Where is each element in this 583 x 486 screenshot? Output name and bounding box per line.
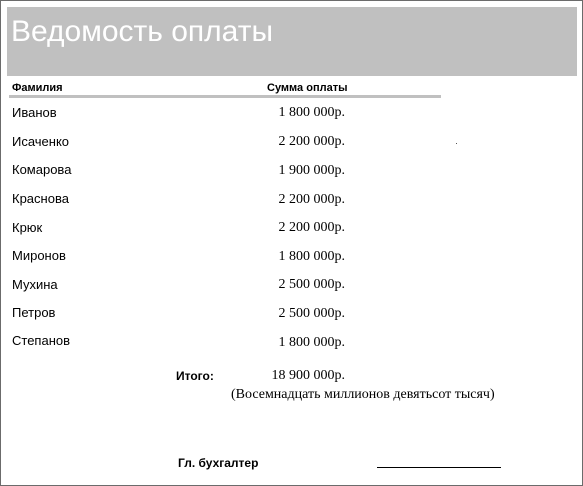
row-name: Миронов [12,248,66,263]
row-amount: 2 200 000р. [278,192,345,207]
total-label: Итого: [176,369,214,383]
row-amount: 1 800 000р. [278,335,345,350]
stray-dot [456,143,457,144]
header-divider [9,95,441,98]
row-amount: 1 800 000р. [278,249,345,264]
row-name: Иванов [12,105,57,120]
row-amount: 1 800 000р. [278,105,345,120]
row-amount: 1 900 000р. [278,163,345,178]
report-title: Ведомость оплаты [11,15,274,48]
row-name: Крюк [12,220,43,235]
title-band [7,7,577,76]
row-name: Степанов [12,333,71,348]
row-amount: 2 200 000р. [278,134,345,149]
row-name: Петров [12,305,56,320]
chief-accountant-label: Гл. бухгалтер [178,456,259,470]
column-header-surname: Фамилия [12,82,63,94]
column-header-amount: Сумма оплаты [267,82,348,94]
row-amount: 2 500 000р. [278,277,345,292]
row-name: Краснова [12,191,69,206]
signature-line [377,467,501,468]
total-value: 18 900 000р. [271,368,345,383]
row-name: Мухина [12,277,58,292]
row-amount: 2 200 000р. [278,220,345,235]
row-amount: 2 500 000р. [278,306,345,321]
row-name: Исаченко [12,134,70,149]
total-in-words: (Восемнадцать миллионов девятьсот тысяч) [231,387,495,402]
row-name: Комарова [12,162,72,177]
